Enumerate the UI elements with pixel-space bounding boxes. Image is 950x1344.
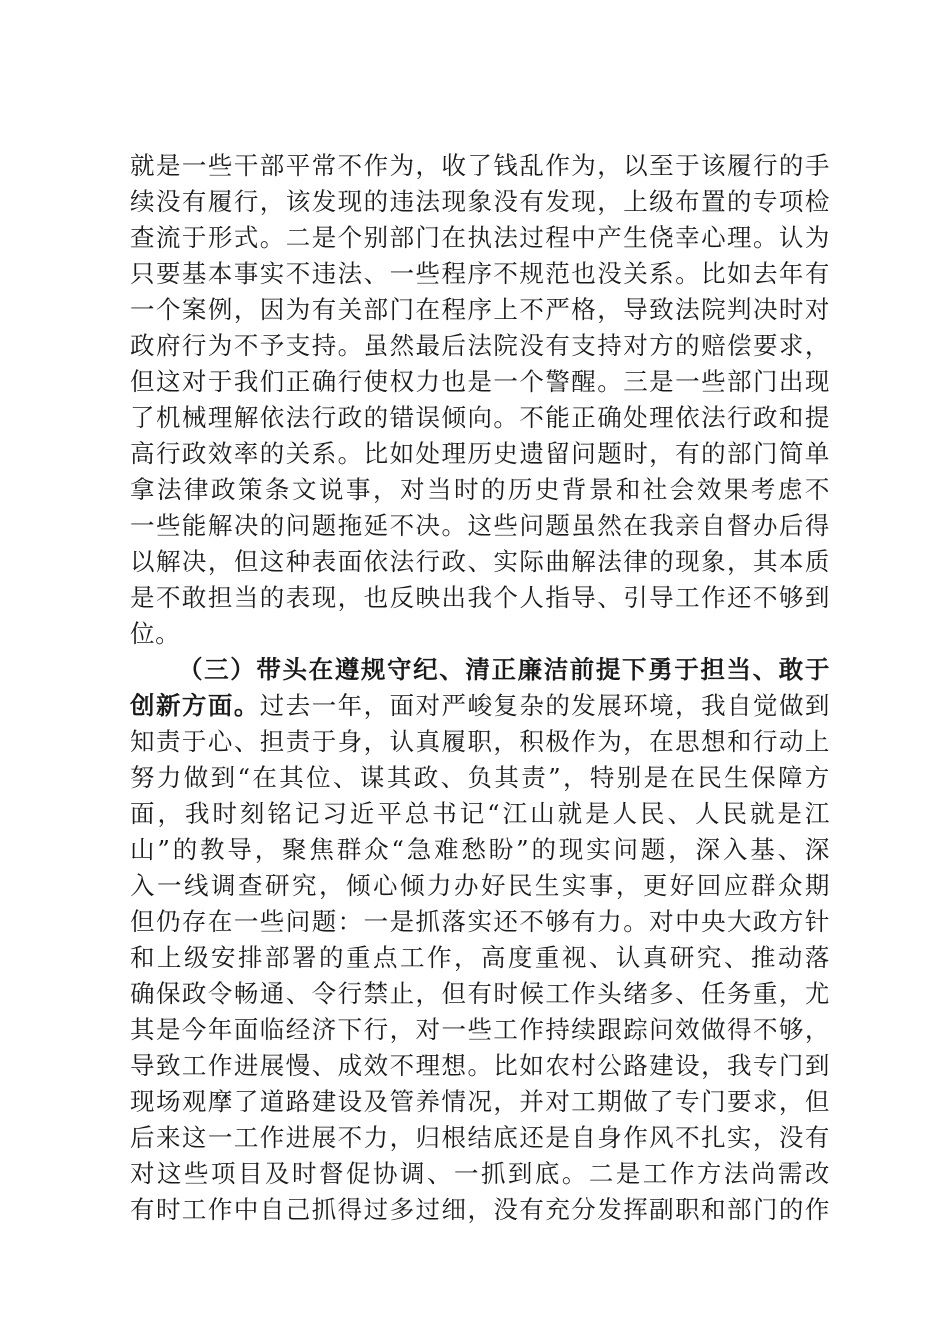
text-line: 就是一些干部平常不作为，收了钱乱作为，以至于该履行的手 [130, 151, 830, 180]
paragraph-2 [130, 652, 830, 1228]
text-line: 后来这一工作进展不力，归根结底还是自身作风不扎实，没有 [130, 1123, 830, 1152]
text-line: 但这对于我们正确行使权力也是一个警醒。三是一些部门出现 [130, 367, 830, 396]
text-line: 面，我时刻铭记习近平总书记“江山就是人民、人民就是江 [130, 799, 830, 828]
text-line: 一个案例，因为有关部门在程序上不严格，导致法院判决时对 [130, 295, 830, 324]
document-body [130, 148, 830, 1228]
text-line: 高行政效率的关系。比如处理历史遗留问题时，有的部门简单 [130, 439, 830, 468]
text-line: 以解决，但这种表面依法行政、实际曲解法律的现象，其本质 [130, 547, 830, 576]
text-line: 是不敢担当的表现，也反映出我个人指导、引导工作还不够到 [130, 583, 830, 612]
text-line: 但仍存在一些问题：一是抓落实还不够有力。对中央大政方针 [130, 907, 830, 936]
text-line: 知责于心、担责于身，认真履职，积极作为，在思想和行动上 [130, 727, 830, 756]
text-line [130, 688, 830, 724]
text-line: 努力做到“在其位、谋其政、负其责”，特别是在民生保障方 [130, 763, 830, 792]
text-line: 现场观摩了道路建设及管养情况，并对工期做了专门要求，但 [130, 1087, 830, 1116]
text-line: 入一线调查研究，倾心倾力办好民生实事，更好回应群众期 [130, 871, 830, 900]
paragraph-1 [130, 148, 830, 652]
text-line: 查流于形式。二是个别部门在执法过程中产生侥幸心理。认为 [130, 223, 830, 252]
text-line: 确保政令畅通、令行禁止，但有时候工作头绪多、任务重，尤 [130, 979, 830, 1008]
text-line: 山”的教导，聚焦群众“急难愁盼”的现实问题，深入基、深 [130, 835, 830, 864]
text-line: 其是今年面临经济下行，对一些工作持续跟踪问效做得不够， [130, 1015, 830, 1044]
text-line: 有时工作中自己抓得过多过细，没有充分发挥副职和部门的作 [130, 1195, 830, 1224]
text-line: 拿法律政策条文说事，对当时的历史背景和社会效果考虑不 [130, 475, 830, 504]
text-line: 和上级安排部署的重点工作，高度重视、认真研究、推动落 [130, 943, 830, 972]
text-line: 位。 [130, 619, 181, 648]
section-heading-end: 创新方面。 [130, 691, 260, 720]
section-heading: （三）带头在遵规守纪、清正廉洁前提下勇于担当、敢于 [178, 655, 830, 684]
text-line: 政府行为不予支持。虽然最后法院没有支持对方的赔偿要求， [130, 331, 830, 360]
text-line: 对这些项目及时督促协调、一抓到底。二是工作方法尚需改 [130, 1159, 830, 1188]
text-line: 导致工作进展慢、成效不理想。比如农村公路建设，我专门到 [130, 1051, 830, 1080]
text-line: 了机械理解依法行政的错误倾向。不能正确处理依法行政和提 [130, 403, 830, 432]
text-line: 一些能解决的问题拖延不决。这些问题虽然在我亲自督办后得 [130, 511, 830, 540]
text-line-rest: 过去一年，面对严峻复杂的发展环境，我自觉做到 [259, 691, 830, 720]
text-line: 续没有履行，该发现的违法现象没有发现，上级布置的专项检 [130, 187, 830, 216]
text-line: 只要基本事实不违法、一些程序不规范也没关系。比如去年有 [130, 259, 830, 288]
